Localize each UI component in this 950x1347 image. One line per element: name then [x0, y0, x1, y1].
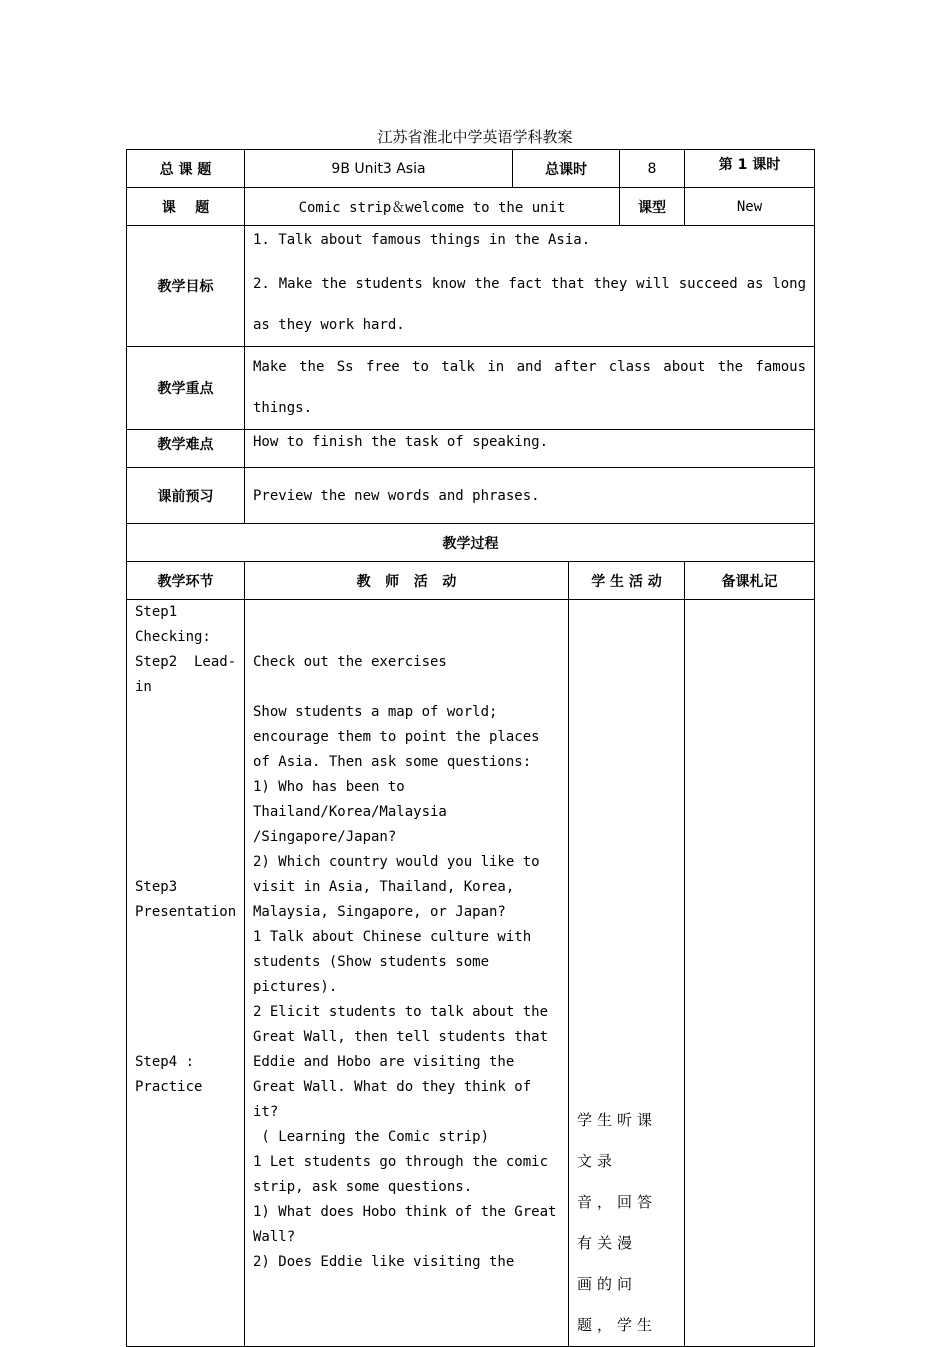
- teacher-line: Check out the exercises: [253, 654, 447, 670]
- difficulties-row: [127, 430, 815, 468]
- teacher-line: 2) Does Eddie like visiting the: [253, 1254, 515, 1270]
- objectives-row: [127, 226, 815, 347]
- period-label: 第 1 课时: [685, 150, 815, 188]
- teacher-line: students (Show students some: [253, 954, 490, 970]
- teacher-line: Great Wall, then tell students that: [253, 1029, 549, 1045]
- step3: Step3: [135, 879, 178, 895]
- col-teacher-header: 教 师 活 动: [245, 562, 569, 600]
- key-points-label: 教学重点: [127, 347, 245, 430]
- header-row-1: [127, 150, 815, 188]
- teacher-activity-column: [245, 600, 569, 1347]
- teacher-line: ( Learning the Comic strip): [253, 1129, 490, 1145]
- topic-value: Comic strip＆welcome to the unit: [245, 188, 620, 226]
- teacher-line: 1 Talk about Chinese culture with: [253, 929, 532, 945]
- teacher-line: 2) Which country would you like to: [253, 854, 540, 870]
- type-value: New: [685, 188, 815, 226]
- col-step-header: 教学环节: [127, 562, 245, 600]
- total-hours-label: 总课时: [513, 150, 620, 188]
- total-topic-label: 总 课 题: [127, 150, 245, 188]
- process-heading-row: [127, 524, 815, 562]
- difficulties-text: How to finish the task of speaking.: [245, 430, 815, 468]
- student-line-3: 画的问题，学生: [577, 1275, 658, 1334]
- key-points-text: Make the Ss free to talk in and after class about the famous things.: [245, 347, 815, 430]
- teacher-line: 2 Elicit students to talk about the: [253, 1004, 549, 1020]
- objectives-content: [245, 226, 815, 347]
- step2: Step2 Lead-: [135, 654, 237, 670]
- teacher-line: [253, 675, 560, 700]
- teacher-activity-lines: [253, 650, 560, 1275]
- teacher-line: of Asia. Then ask some questions:: [253, 754, 532, 770]
- process-columns-row: [127, 562, 815, 600]
- teacher-line: visit in Asia, Thailand, Korea,: [253, 879, 515, 895]
- header-row-2: [127, 188, 815, 226]
- total-topic-value: 9B Unit3 Asia: [245, 150, 513, 188]
- objective-2: 2. Make the students know the fact that they will succeed as long as they work hard.: [253, 276, 807, 333]
- process-heading: 教学过程: [127, 524, 815, 562]
- teacher-line: Eddie and Hobo are visiting the: [253, 1054, 515, 1070]
- teacher-line: 1) Who has been to: [253, 779, 405, 795]
- preview-row: [127, 468, 815, 524]
- step2-leadin: in: [135, 679, 152, 695]
- preview-label: 课前预习: [127, 468, 245, 524]
- col-notes-header: 备课札记: [685, 562, 815, 600]
- difficulties-label: 教学难点: [127, 430, 245, 468]
- student-line-2: 音，回答有关漫: [577, 1193, 658, 1252]
- step1: Step1: [135, 604, 178, 620]
- step4-practice: Practice: [135, 1079, 203, 1095]
- key-points-row: [127, 347, 815, 430]
- teacher-line: Great Wall. What do they think of: [253, 1079, 532, 1095]
- lesson-plan-table: [126, 149, 815, 1347]
- teacher-line: 1 Let students go through the comic: [253, 1154, 549, 1170]
- step1-checking: Checking:: [135, 629, 211, 645]
- teacher-line: Thailand/Korea/Malaysia: [253, 804, 447, 820]
- notes-column: [685, 600, 815, 1347]
- teacher-line: pictures).: [253, 979, 338, 995]
- objectives-label: 教学目标: [127, 226, 245, 347]
- total-hours-value: 8: [620, 150, 685, 188]
- step-column: [127, 600, 245, 1347]
- preview-text: Preview the new words and phrases.: [245, 468, 815, 524]
- document-title: 江苏省淮北中学英语学科教案: [377, 128, 573, 146]
- teacher-line: 1) What does Hobo think of the Great: [253, 1204, 557, 1220]
- teacher-line: Malaysia, Singapore, or Japan?: [253, 904, 506, 920]
- student-activity-column: [569, 600, 685, 1347]
- type-label: 课型: [620, 188, 685, 226]
- teacher-line: encourage them to point the places: [253, 729, 540, 745]
- teacher-line: /Singapore/Japan?: [253, 829, 397, 845]
- objective-1: 1. Talk about famous things in the Asia.: [253, 232, 591, 248]
- step3-presentation: Presentation: [135, 904, 237, 920]
- step4: Step4 :: [135, 1054, 195, 1070]
- student-line-1: 学生听课文录: [577, 1111, 658, 1170]
- topic-label: 课 题: [127, 188, 245, 226]
- teacher-line: Wall?: [253, 1229, 296, 1245]
- col-student-header: 学 生 活 动: [569, 562, 685, 600]
- teacher-line: strip, ask some questions.: [253, 1179, 473, 1195]
- teacher-line: it?: [253, 1104, 279, 1120]
- process-body-row: [127, 600, 815, 1347]
- teacher-line: Show students a map of world;: [253, 704, 498, 720]
